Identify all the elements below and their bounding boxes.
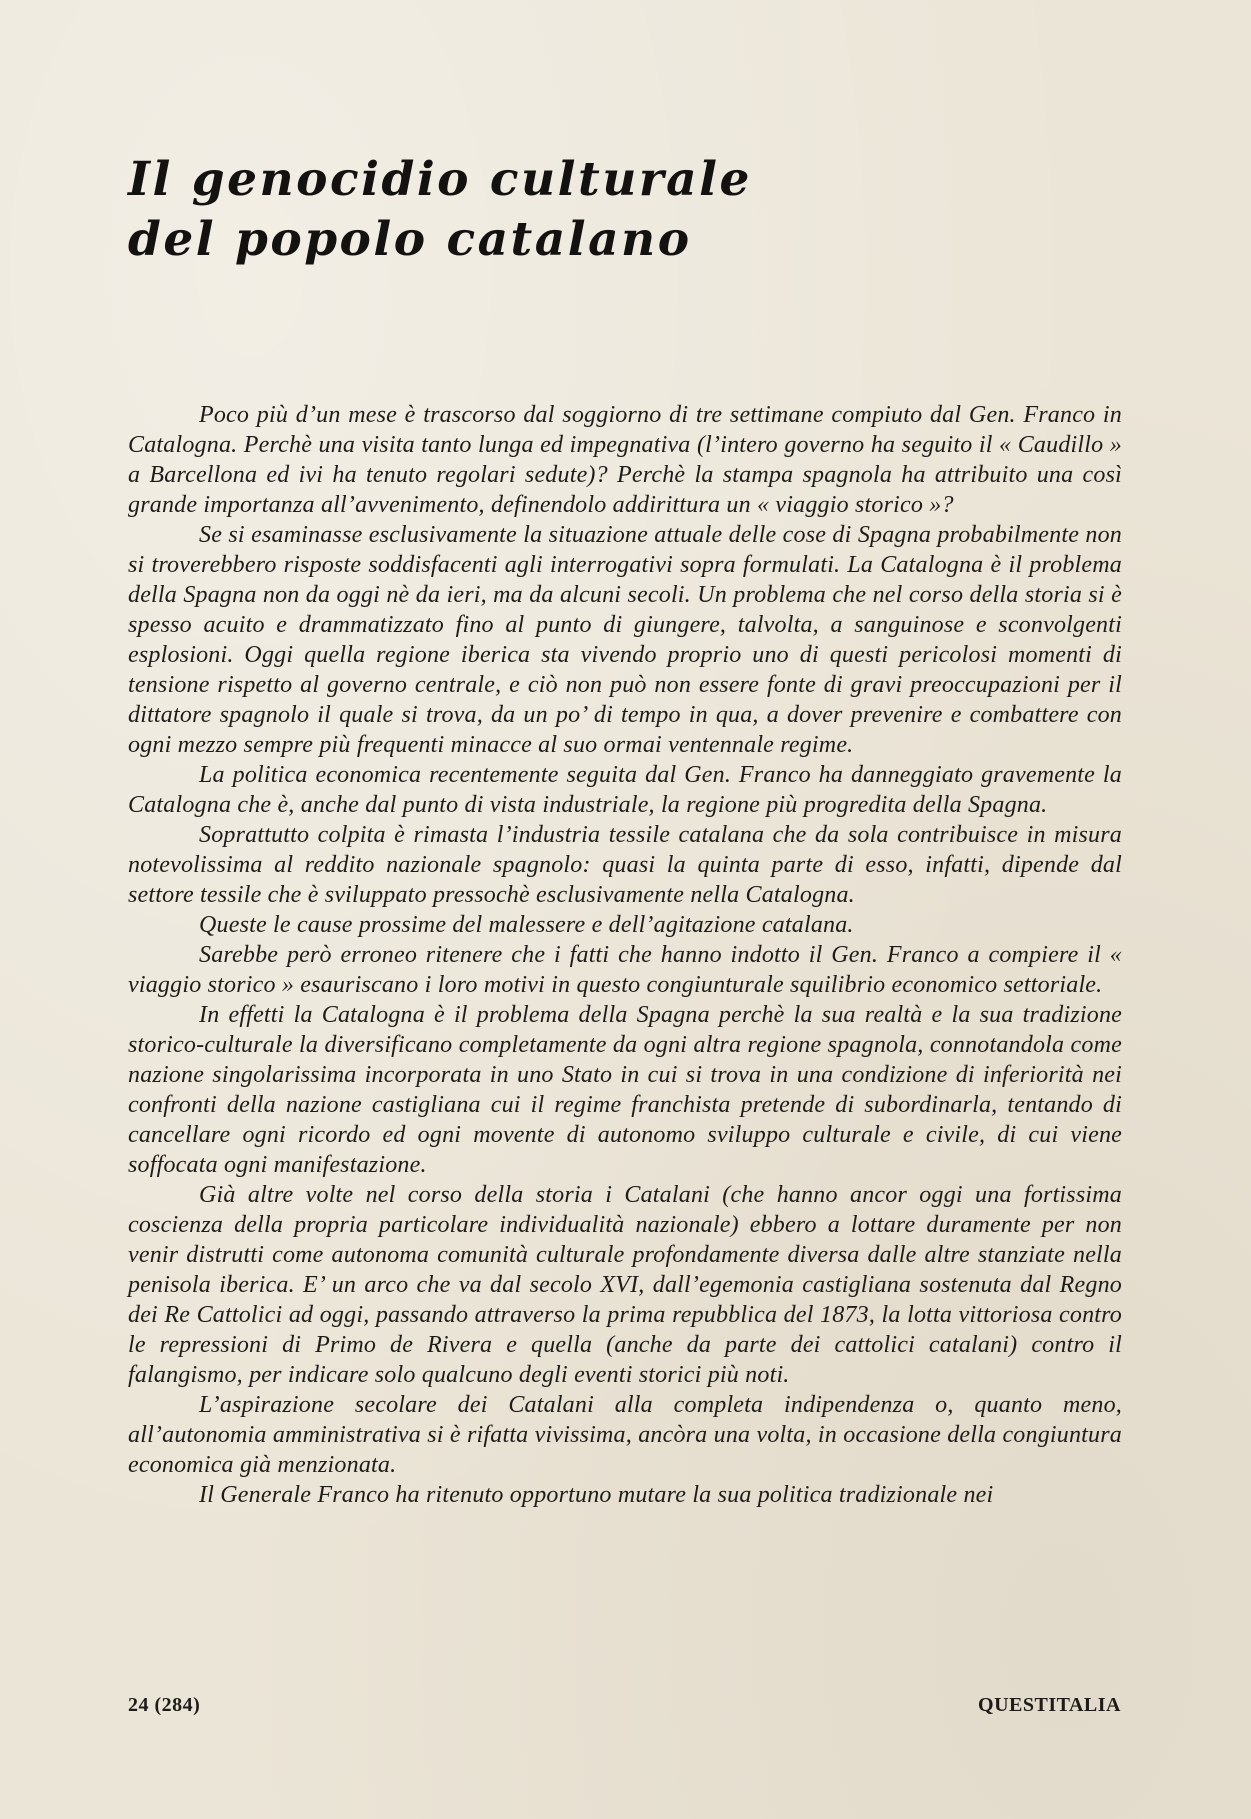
article-title	[128, 150, 752, 270]
paragraph: Se si esaminasse esclusivamente la situazione attuale delle cose di Spagna probabilmente non si troverebbero risposte soddisfacenti agli interrogativi sopra formulati. La Catalogna è il problema della Spagna non da oggi nè da ieri, ma da alcuni secoli. Un problema che nel corso della storia si è spesso acuito e drammatizzato fino al punto di giungere, talvolta, a sanguinose e sconvolgenti esplosioni. Oggi quella regione iberica sta vivendo proprio uno di questi pericolosi momenti di tensione rispetto al governo centrale, e ciò non può non essere fonte di gravi preoccupazioni per il dittatore spagnolo il quale si trova, da un po’ di tempo in qua, a dover prevenire e combattere con ogni mezzo sempre più frequenti minacce al suo ormai ventennale regime.	[128, 522, 1122, 758]
paragraph: Soprattutto colpita è rimasta l’industria tessile catalana che da sola contribuisce in misura notevolissima al reddito nazionale spagnolo: quasi la quinta parte di esso, infatti, dipende dal settore tessile che è sviluppato pressochè esclusivamente nella Catalogna.	[128, 822, 1122, 908]
paragraph: Già altre volte nel corso della storia i Catalani (che hanno ancor oggi una fortissima coscienza della propria particolare individualità nazionale) ebbero a lottare duramente per non venir distrutti come autonoma comunità culturale profondamente diversa dalle altre stanziate nella penisola iberica. E’ un arco che va dal secolo XVI, dall’egemonia castigliana sostenuta dal Regno dei Re Cattolici ad oggi, passando attraverso la prima repubblica del 1873, la lotta vittoriosa contro le repressioni di Primo de Rivera e quella (anche da parte dei cattolici catalani) contro il falangismo, per indicare solo qualcuno degli eventi storici più noti.	[128, 1182, 1122, 1388]
paragraph: Poco più d’un mese è trascorso dal soggiorno di tre settimane compiuto dal Gen. Franco in Catalogna. Perchè una visita tanto lunga ed impegnativa (l’intero governo ha seguito il « Caudillo » a Barcellona ed ivi ha tenuto regolari sedute)? Perchè la stampa spagnola ha attribuito una così grande importanza all’avvenimento, definendolo addirittura un « viaggio storico »?	[128, 402, 1122, 518]
article-title-line-1: Il genocidio culturale	[128, 152, 752, 207]
page-number: 24 (284)	[128, 1694, 201, 1716]
publication-name: QUESTITALIA	[978, 1694, 1121, 1716]
paragraph: L’aspirazione secolare dei Catalani alla completa indipendenza o, quanto meno, all’autonomia amministrativa si è rifatta vivissima, ancòra una volta, in occasione della congiuntura economica già menzionata.	[128, 1392, 1122, 1478]
article-title-line-2: del popolo catalano	[128, 212, 692, 267]
paragraph: Queste le cause prossime del malessere e dell’agitazione catalana.	[199, 912, 854, 938]
paragraph: Sarebbe però erroneo ritenere che i fatti che hanno indotto il Gen. Franco a compiere il « viaggio storico » esauriscano i loro motivi in questo congiunturale squilibrio economico settoriale.	[128, 942, 1122, 998]
paragraph: In effetti la Catalogna è il problema della Spagna perchè la sua realtà e la sua tradizione storico-culturale la diversificano completamente da ogni altra regione spagnola, connotandola come nazione singolarissima incorporata in uno Stato in cui si trova in una condizione di inferiorità nei confronti della nazione castigliana cui il regime franchista pretende di subordinarla, tentando di cancellare ogni ricordo ed ogni movente di autonomo sviluppo culturale e civile, di cui viene soffocata ogni manifestazione.	[128, 1002, 1122, 1178]
paragraph: La politica economica recentemente seguita dal Gen. Franco ha danneggiato gravemente la Catalogna che è, anche dal punto di vista industriale, la regione più progredita della Spagna.	[128, 762, 1122, 818]
paragraph: Il Generale Franco ha ritenuto opportuno mutare la sua politica tradizionale nei	[199, 1482, 994, 1508]
article-body	[128, 400, 1122, 1510]
